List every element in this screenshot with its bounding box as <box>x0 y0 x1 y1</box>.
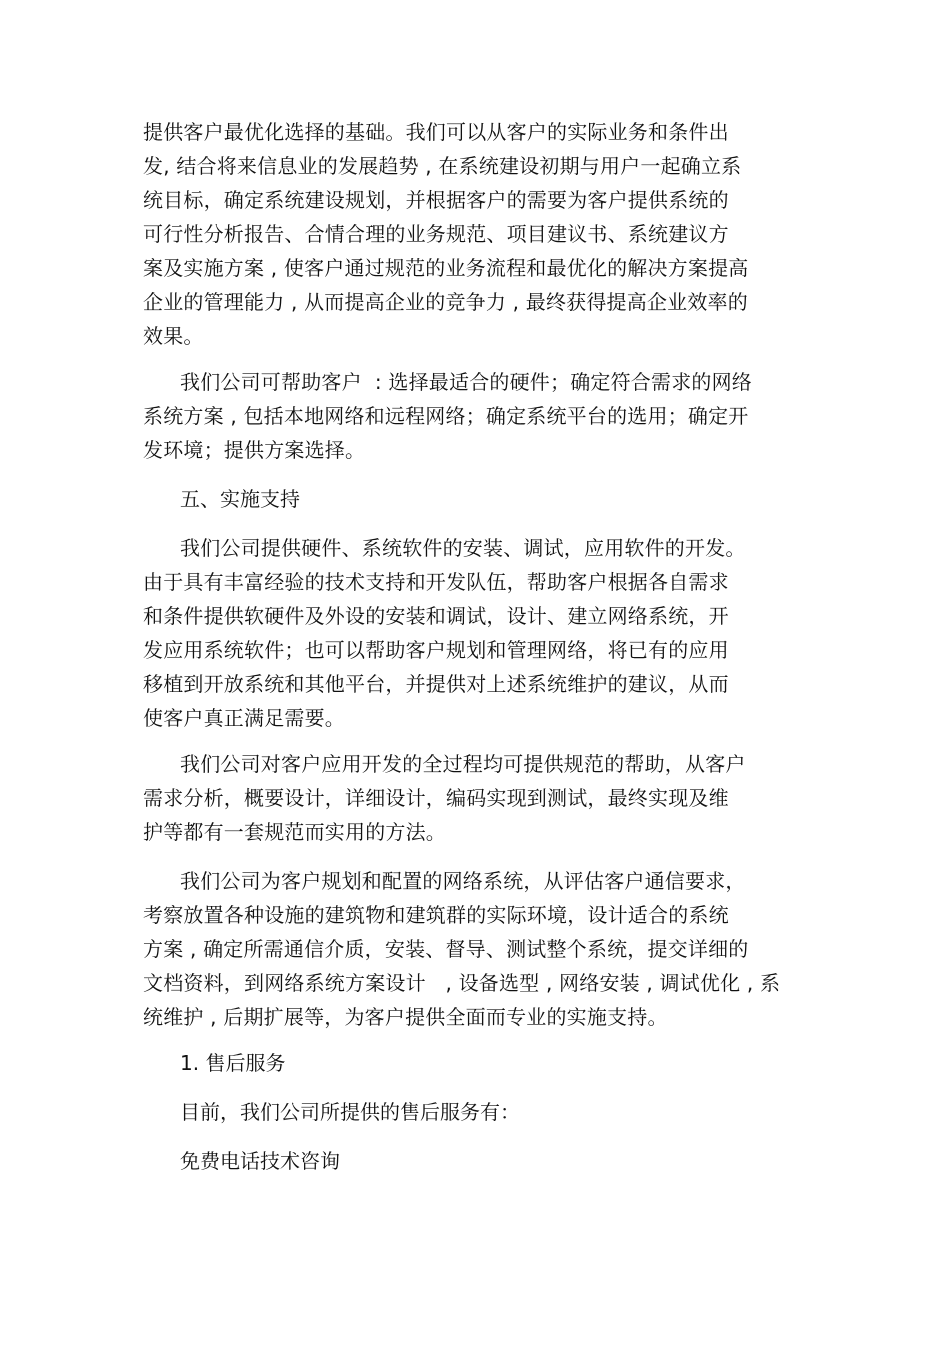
text-line: 由于具有丰富经验的技术支持和开发队伍，帮助客户根据各自需求 <box>143 570 729 594</box>
text-line: 统维护 , 后期扩展等，为客户提供全面而专业的实施支持。 <box>143 1005 668 1029</box>
text-line: 提供客户最优化选择的基础。我们可以从客户的实际业务和条件出 <box>143 120 729 144</box>
text-line: 发环境；提供方案选择。 <box>143 438 366 462</box>
text-line: 文档资料，到网络系统方案设计 , 设备选型 , 网络安装 , 调试优化 , 系 <box>143 971 781 995</box>
after-sales-item-phone-consulting: 免费电话技术咨询 <box>180 1149 340 1173</box>
text-line: 我们公司为客户规划和配置的网络系统，从评估客户通信要求， <box>180 869 746 893</box>
section-heading-after-sales: 1. 售后服务 <box>180 1051 286 1075</box>
text-line: 需求分析，概要设计，详细设计，编码实现到测试，最终实现及维 <box>143 786 729 810</box>
text-line: 考察放置各种设施的建筑物和建筑群的实际环境，设计适合的系统 <box>143 903 729 927</box>
paragraph-installation-support <box>143 531 746 735</box>
paragraph-development-process <box>143 747 746 849</box>
text-line: 我们公司可帮助客户 : 选择最适合的硬件；确定符合需求的网络 <box>180 370 753 394</box>
section-heading-implementation-support: 五、实施支持 <box>180 487 300 511</box>
text-line: 效果。 <box>143 324 204 348</box>
text-line: 使客户真正满足需要。 <box>143 706 345 730</box>
paragraph-network-system <box>143 864 780 1034</box>
text-line: 可行性分析报告、合情合理的业务规范、项目建议书、系统建议方 <box>143 222 729 246</box>
text-line: 系统方案 , 包括本地网络和远程网络；确定系统平台的选用；确定开 <box>143 404 749 428</box>
text-line: 我们公司提供硬件、系统软件的安装、调试，应用软件的开发。 <box>180 536 746 560</box>
text-line: 发, 结合将来信息业的发展趋势 , 在系统建设初期与用户一起确立系 <box>143 154 742 178</box>
paragraph-customer-help <box>143 365 752 467</box>
text-line: 方案 , 确定所需通信介质，安装、督导、测试整个系统，提交详细的 <box>143 937 749 961</box>
text-line: 发应用系统软件；也可以帮助客户规划和管理网络，将已有的应用 <box>143 638 729 662</box>
text-line: 企业的管理能力 , 从而提高企业的竞争力 , 最终获得提高企业效率的 <box>143 290 748 314</box>
text-line: 护等都有一套规范而实用的方法。 <box>143 820 446 844</box>
text-line: 移植到开放系统和其他平台，并提供对上述系统维护的建议，从而 <box>143 672 729 696</box>
text-line: 和条件提供软硬件及外设的安装和调试，设计、建立网络系统，开 <box>143 604 729 628</box>
text-line: 统目标，确定系统建设规划，并根据客户的需要为客户提供系统的 <box>143 188 729 212</box>
paragraph-system-planning <box>143 115 748 353</box>
text-line: 我们公司对客户应用开发的全过程均可提供规范的帮助，从客户 <box>180 752 746 776</box>
text-line: 案及实施方案 , 使客户通过规范的业务流程和最优化的解决方案提高 <box>143 256 749 280</box>
after-sales-intro: 目前，我们公司所提供的售后服务有： <box>180 1100 520 1124</box>
